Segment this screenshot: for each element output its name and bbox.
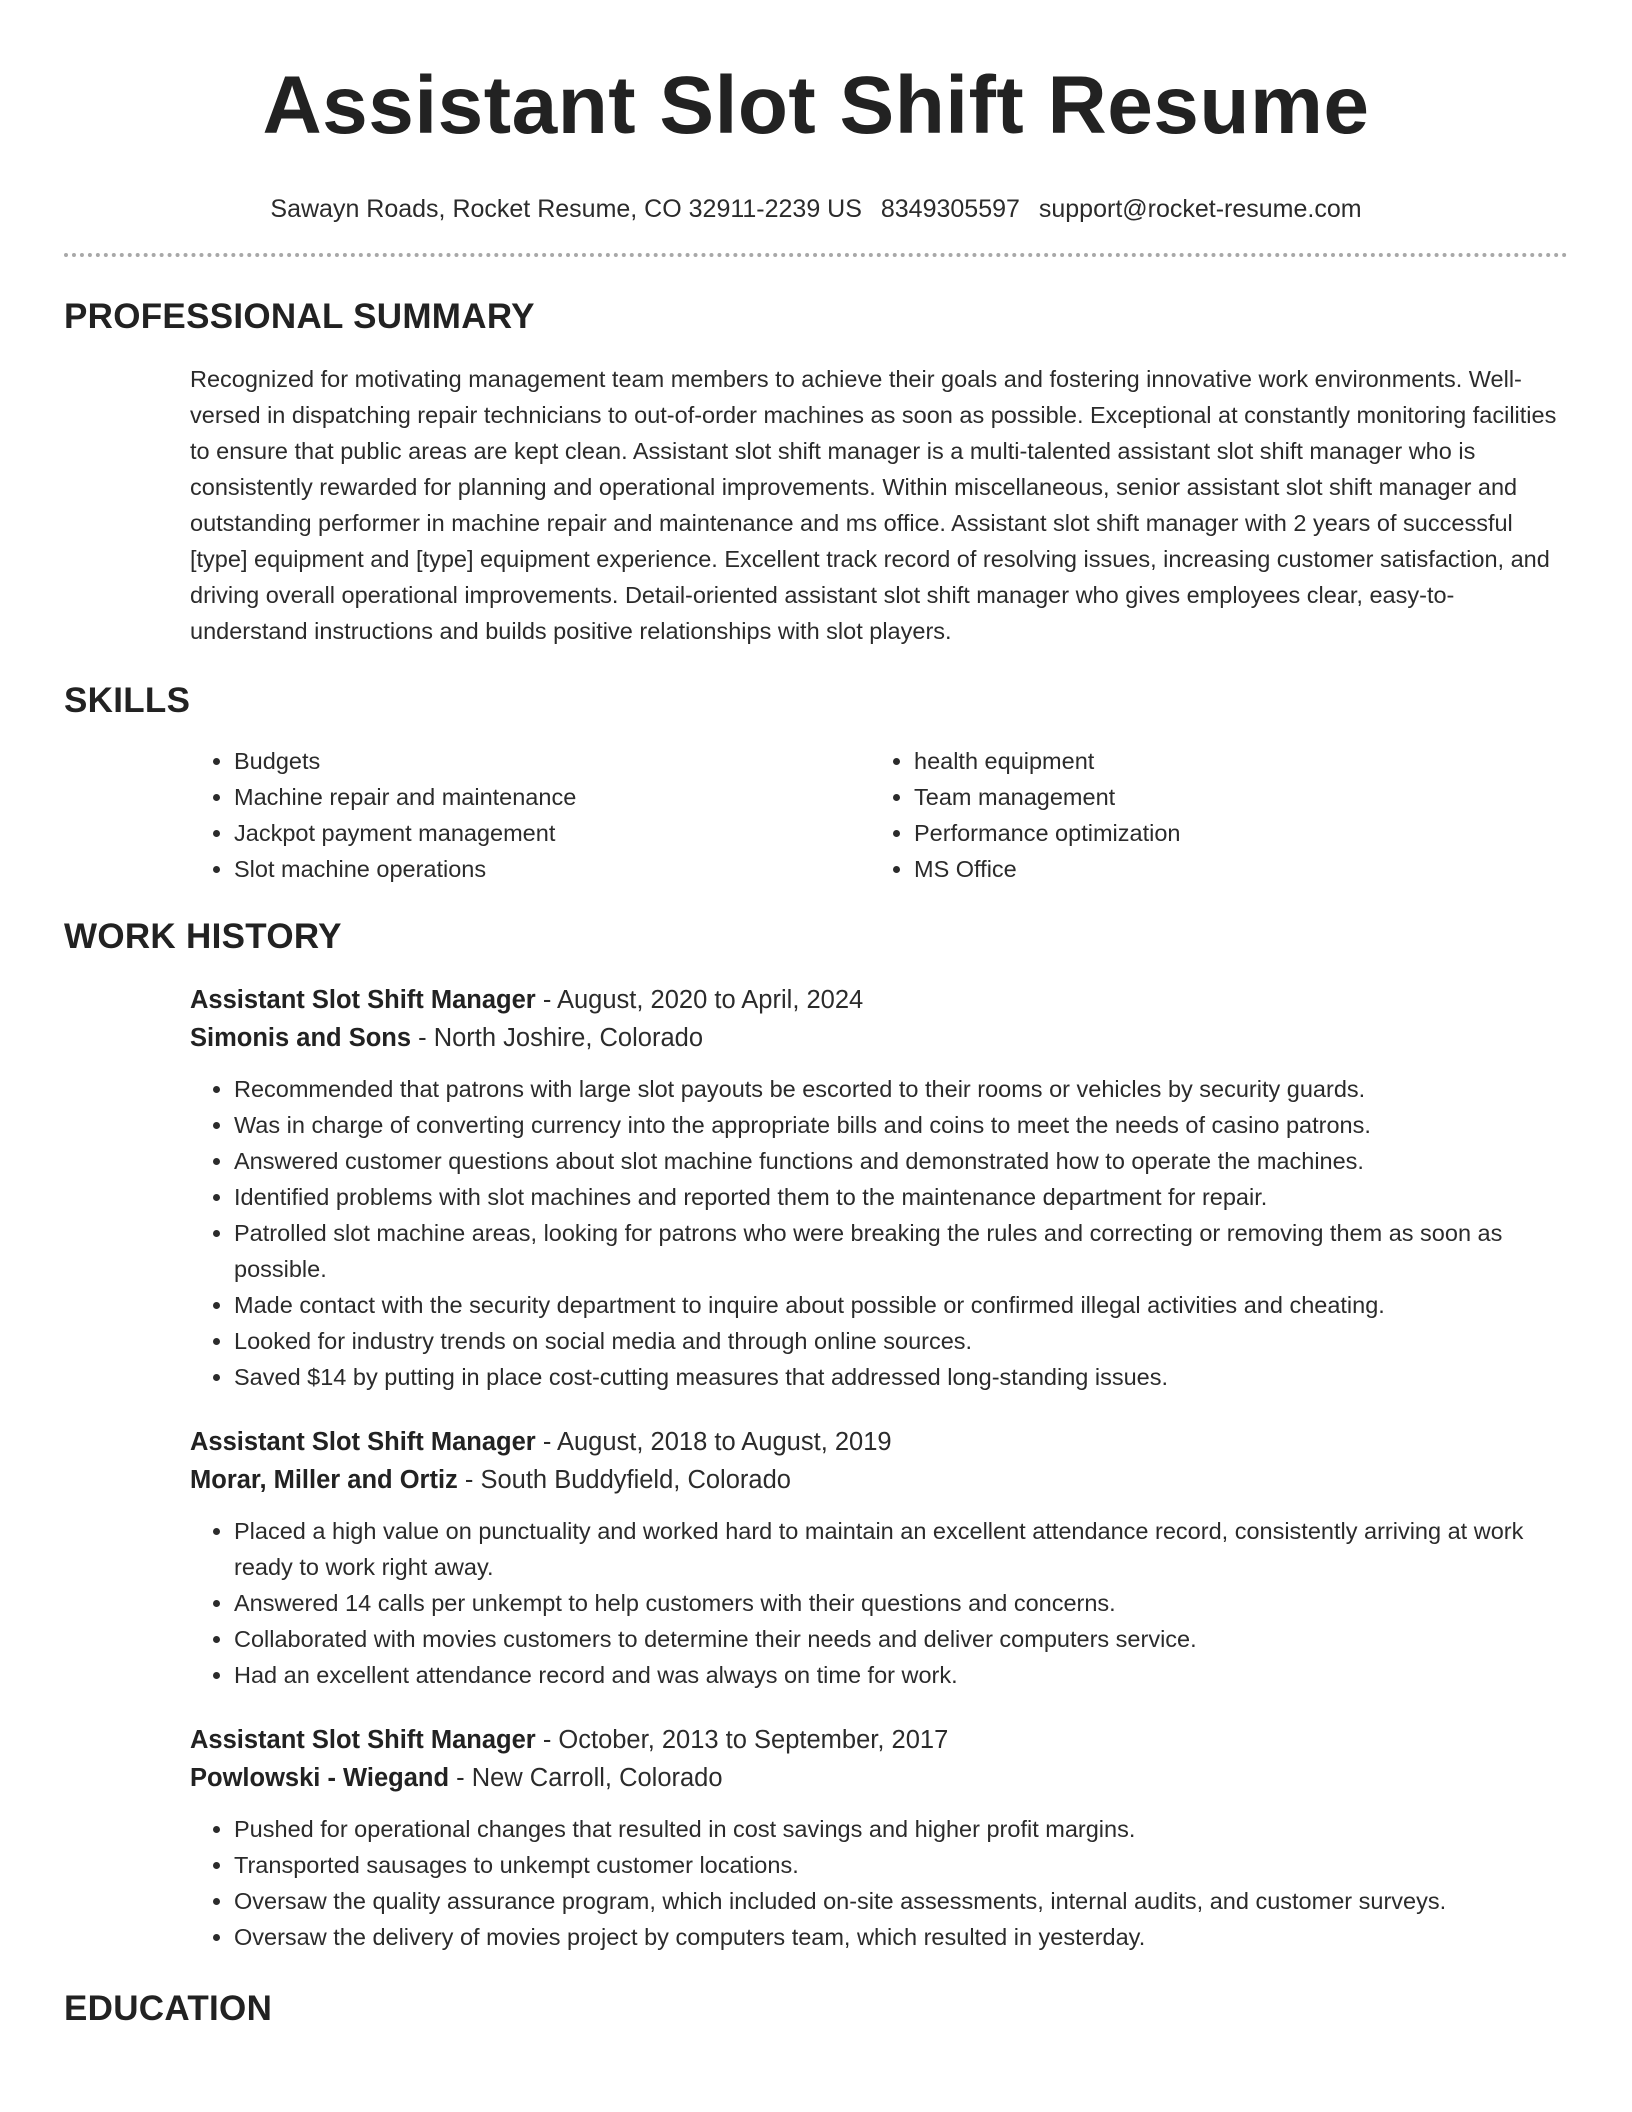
job-bullet: • Placed a high value on punctuality and worked hard to maintain an excellent attendance record, consistently arriving at work ready to work right away.: [234, 1513, 1568, 1585]
contact-email[interactable]: support@rocket-resume.com: [1038, 195, 1362, 223]
skill-item: • Team management: [914, 779, 1568, 815]
job-entry: [190, 1721, 1568, 1955]
education-heading: EDUCATION: [64, 1989, 273, 2028]
job-bullet: • Pushed for operational changes that resulted in cost savings and higher profit margins.: [234, 1811, 1568, 1847]
job-bullet: • Made contact with the security department to inquire about possible or confirmed illegal activities and cheating.: [234, 1287, 1568, 1323]
contact-phone: 8349305597: [880, 195, 1020, 223]
skill-item: • Slot machine operations: [234, 851, 870, 887]
job-dates: - August, 2020 to April, 2024: [535, 986, 864, 1014]
summary-text: Recognized for motivating management team members to achieve their goals and fostering innovative work environments. Well-versed in dispatching repair technicians to out-of-order machines as soon as possible. Exceptional at constantly monitoring facilities to ensure that public areas are kept clean. Assistant slot shift manager is a multi-talented assistant slot shift manager who is consistently rewarded for planning and operational improvements. Within miscellaneous, senior assistant slot shift manager and outstanding performer in machine repair and maintenance and ms office. Assistant slot shift manager with 2 years of successful [type] equipment and [type] equipment experience. Excellent track record of resolving issues, increasing customer satisfaction, and driving overall operational improvements. Detail-oriented assistant slot shift manager who gives employees clear, easy-to-understand instructions and builds positive relationships with slot players.: [190, 366, 1557, 644]
job-title: Assistant Slot Shift Manager: [190, 986, 536, 1014]
job-title-line: [190, 1721, 1568, 1759]
job-bullet: • Answered customer questions about slot machine functions and demonstrated how to operate the machines.: [234, 1143, 1568, 1179]
job-dates: - October, 2013 to September, 2017: [535, 1726, 949, 1754]
skills-column-right: [870, 743, 1568, 887]
job-title-line: [190, 981, 1568, 1019]
job-bullet: • Looked for industry trends on social media and through online sources.: [234, 1323, 1568, 1359]
job-location: - North Joshire, Colorado: [411, 1024, 704, 1052]
job-company: Simonis and Sons: [190, 1024, 412, 1052]
skill-item: • Performance optimization: [914, 815, 1568, 851]
work-history-list: [190, 981, 1568, 1955]
job-bullet: • Recommended that patrons with large slot payouts be escorted to their rooms or vehicles by security guards.: [234, 1071, 1568, 1107]
job-bullet: • Saved $14 by putting in place cost-cutting measures that addressed long-standing issues.: [234, 1359, 1568, 1395]
job-company-line: [190, 1759, 1568, 1797]
resume-title: Assistant Slot Shift Resume: [262, 60, 1370, 151]
job-bullet: • Transported sausages to unkempt customer locations.: [234, 1847, 1568, 1883]
job-entry: [190, 981, 1568, 1395]
job-bullets: [190, 1071, 1568, 1395]
job-company: Powlowski - Wiegand: [190, 1764, 450, 1792]
skills-heading: SKILLS: [64, 681, 191, 720]
summary-heading: PROFESSIONAL SUMMARY: [64, 297, 535, 336]
job-company-line: [190, 1019, 1568, 1057]
skill-item: • health equipment: [914, 743, 1568, 779]
job-bullet: • Oversaw the quality assurance program, which included on-site assessments, internal audits, and customer surveys.: [234, 1883, 1568, 1919]
job-title-line: [190, 1423, 1568, 1461]
skill-item: • Jackpot payment management: [234, 815, 870, 851]
job-bullet: • Identified problems with slot machines and reported them to the maintenance department for repair.: [234, 1179, 1568, 1215]
job-location: - South Buddyfield, Colorado: [457, 1466, 791, 1494]
skill-item: • Machine repair and maintenance: [234, 779, 870, 815]
job-title: Assistant Slot Shift Manager: [190, 1726, 536, 1754]
header-divider: [64, 253, 1568, 257]
job-location: - New Carroll, Colorado: [449, 1764, 723, 1792]
job-entry: [190, 1423, 1568, 1693]
job-bullets: [190, 1513, 1568, 1693]
job-dates: - August, 2018 to August, 2019: [535, 1428, 892, 1456]
skill-item: • Budgets: [234, 743, 870, 779]
job-bullet: • Oversaw the delivery of movies project by computers team, which resulted in yesterday.: [234, 1919, 1568, 1955]
skill-item: • MS Office: [914, 851, 1568, 887]
job-bullet: • Was in charge of converting currency into the appropriate bills and coins to meet the needs of casino patrons.: [234, 1107, 1568, 1143]
job-bullet: • Answered 14 calls per unkempt to help customers with their questions and concerns.: [234, 1585, 1568, 1621]
job-bullets: [190, 1811, 1568, 1955]
job-bullet: • Patrolled slot machine areas, looking for patrons who were breaking the rules and correcting or removing them as soon as possible.: [234, 1215, 1568, 1287]
job-company: Morar, Miller and Ortiz: [190, 1466, 458, 1494]
contact-address: Sawayn Roads, Rocket Resume, CO 32911-2239 US: [270, 195, 862, 223]
contact-line: [64, 194, 1568, 224]
job-title: Assistant Slot Shift Manager: [190, 1428, 536, 1456]
job-company-line: [190, 1461, 1568, 1499]
skills-list: [190, 743, 1568, 887]
work-history-heading: WORK HISTORY: [64, 917, 342, 956]
job-bullet: • Collaborated with movies customers to determine their needs and deliver computers service.: [234, 1621, 1568, 1657]
skills-column-left: [190, 743, 870, 887]
job-bullet: • Had an excellent attendance record and was always on time for work.: [234, 1657, 1568, 1693]
